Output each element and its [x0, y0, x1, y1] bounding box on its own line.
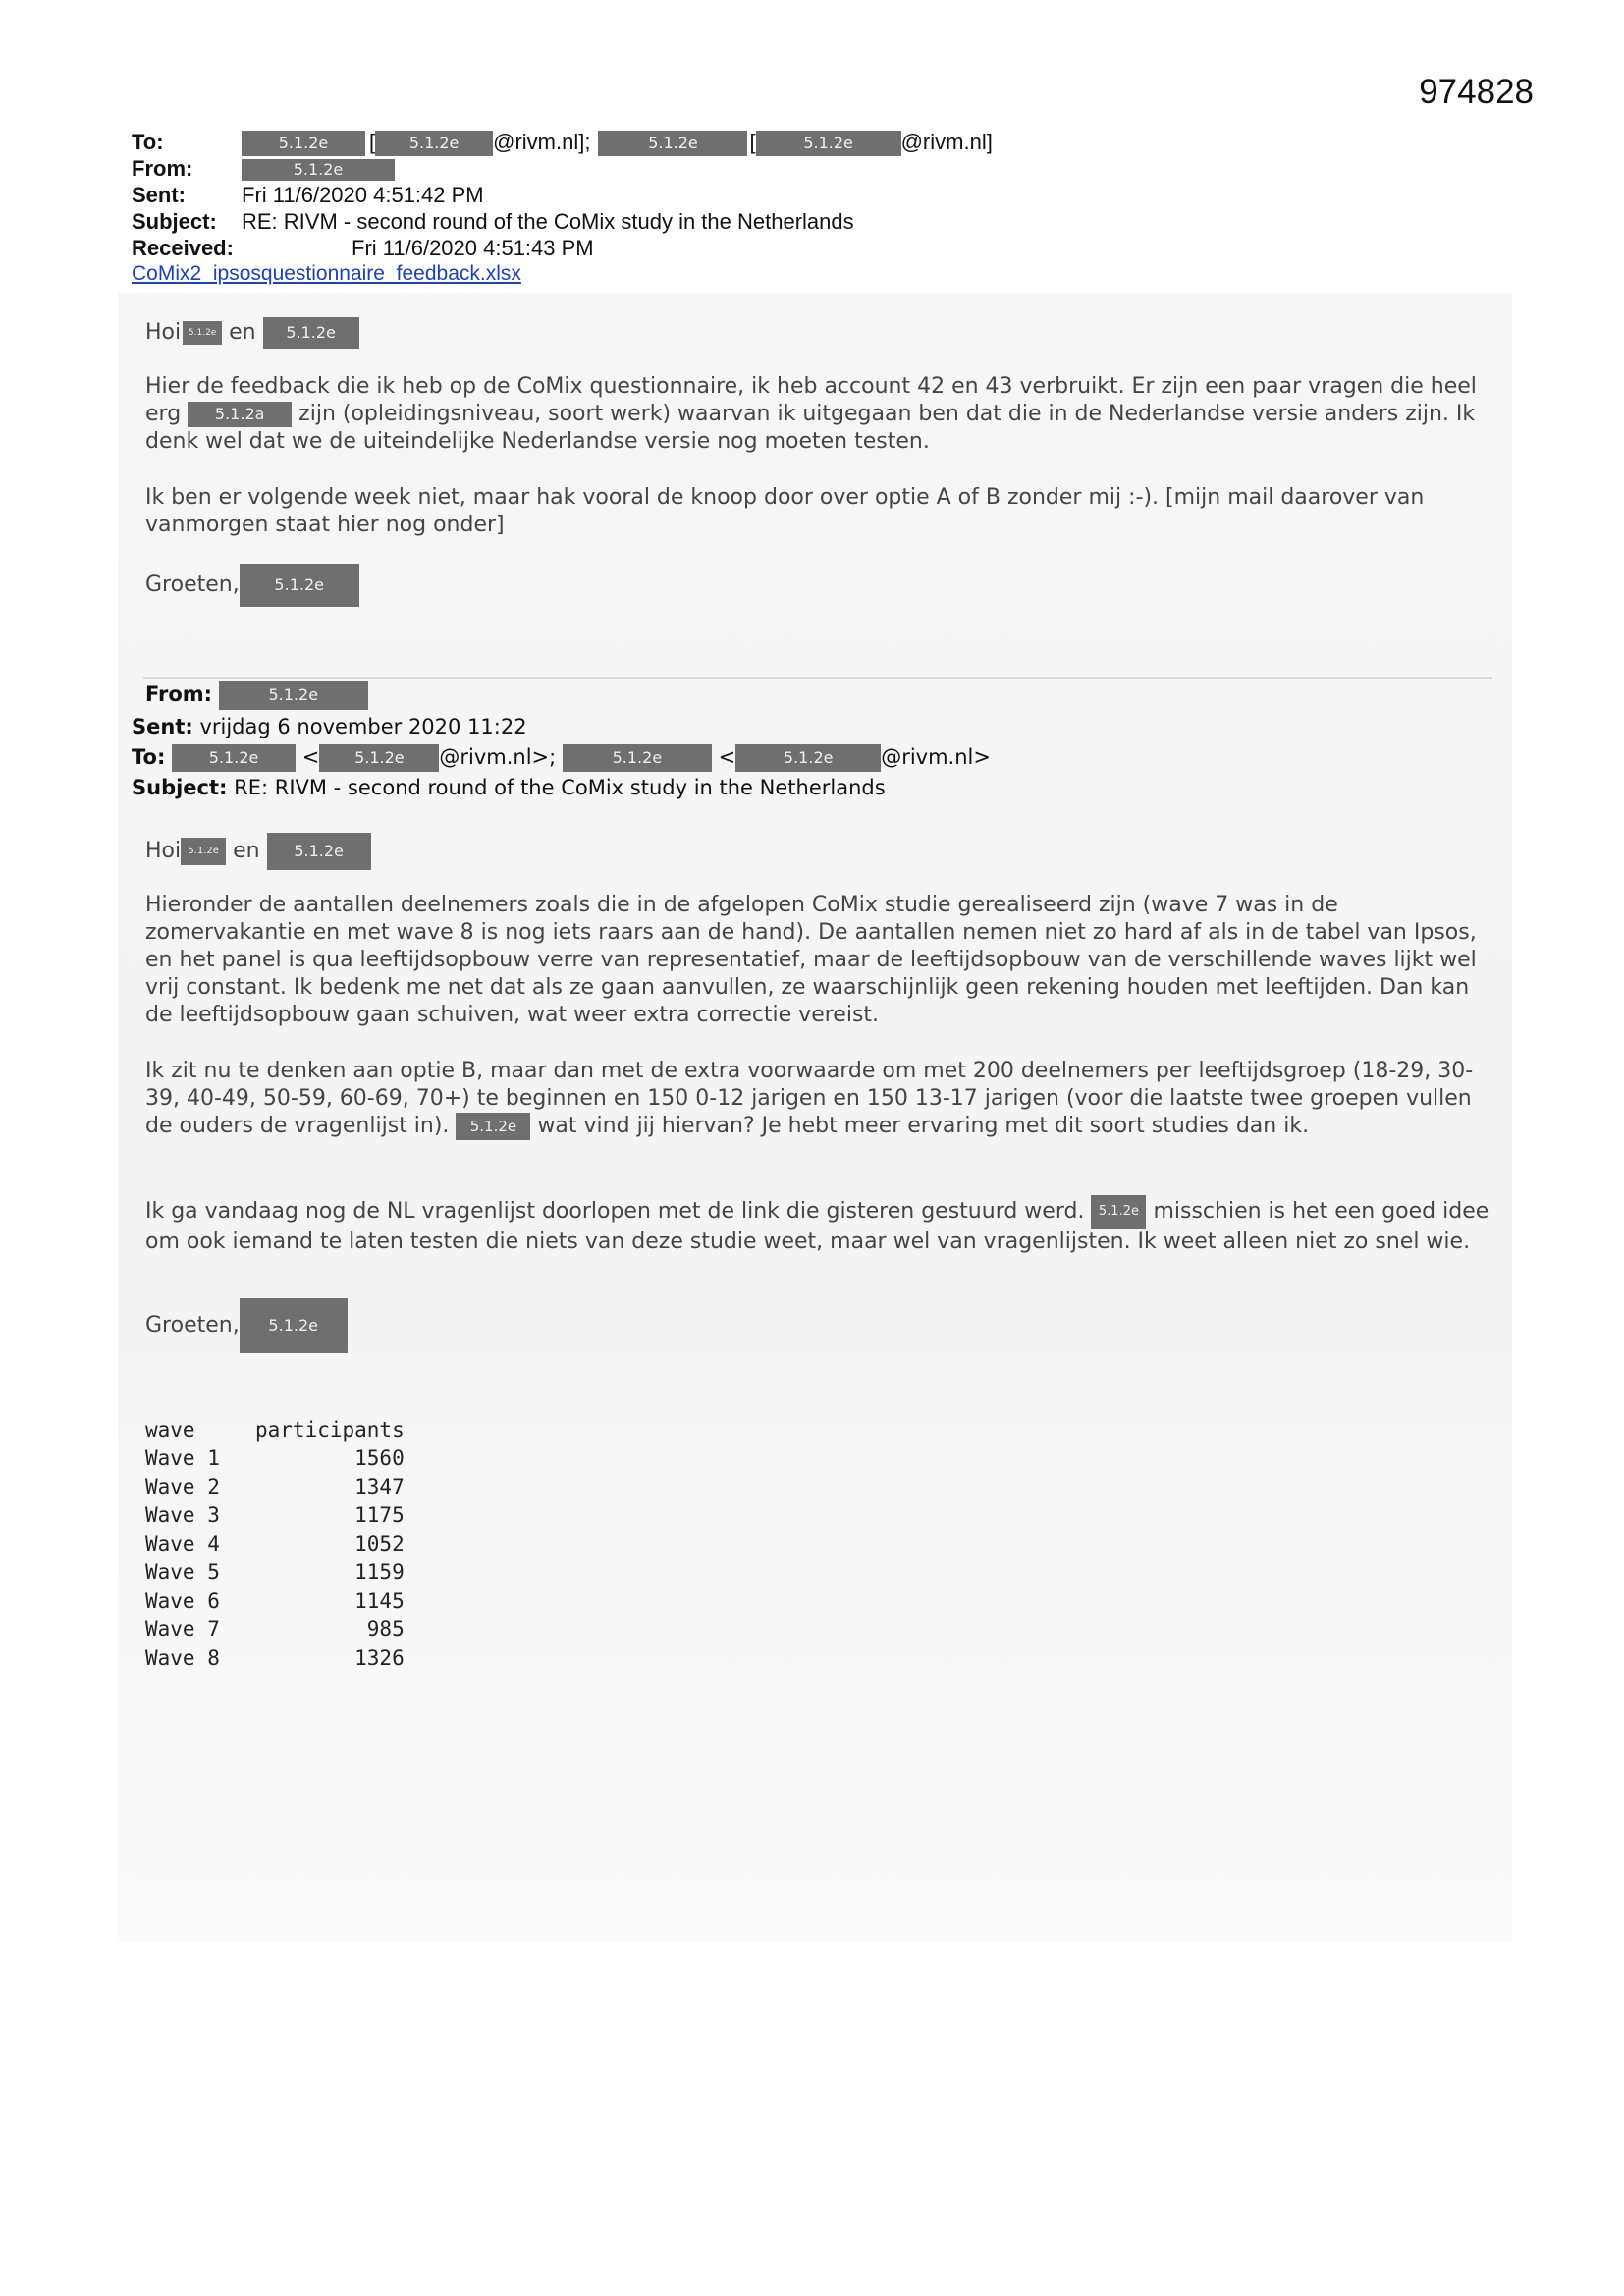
redaction-box: 5.1.2e: [242, 159, 395, 181]
bracket: <: [718, 745, 736, 769]
quoted-greeting: [145, 833, 371, 870]
email-domain: @rivm.nl]: [900, 130, 993, 154]
redaction-box: 5.1.2e: [183, 321, 222, 345]
wave-cell: Wave 1: [145, 1446, 220, 1470]
participants-cell: 1560: [354, 1446, 405, 1470]
wave-cell: Wave 7: [145, 1616, 220, 1641]
wave-cell: Wave 4: [145, 1531, 220, 1556]
to-label: To:: [132, 745, 166, 769]
redaction-box: 5.1.2e: [456, 1113, 530, 1140]
greeting-en: en: [229, 320, 256, 345]
redaction-box: 5.1.2e: [735, 744, 881, 772]
document-id: 974828: [1419, 73, 1534, 111]
wave-cell: Wave 8: [145, 1645, 220, 1669]
email-domain: @rivm.nl>: [881, 745, 991, 769]
quoted-paragraph-1: Hieronder de aantallen deelnemers zoals die in de afgelopen CoMix studie gerealiseerd zijn (wave 7 was in de zomervakantie en met wave 8 is nog iets raars aan de hand). De aantallen nemen niet zo hard af als in de tabel van Ipsos, en het panel is qua leeftijdsopbouw verre van representatief, maar de leeftijdsopbouw van de verschillende waves lijkt wel vrij constant. Ik bedenk me net dat als ze gaan aanvullen, ze waarschijnlijk geen rekening houden met leeftijden. Dan kan de leeftijdsopbouw gaan schuiven, wat weer extra correctie vereist.: [145, 893, 1477, 1027]
reply-paragraph-1: [145, 373, 1490, 456]
redaction-box: 5.1.2e: [240, 1298, 348, 1353]
redaction-box: 5.1.2e: [267, 833, 371, 870]
bracket: [: [369, 130, 376, 154]
subject-value: RE: RIVM - second round of the CoMix study in the Netherlands: [234, 776, 886, 799]
participants-cell: 1326: [354, 1645, 405, 1669]
table-row: [145, 1586, 405, 1614]
from-label: From:: [145, 683, 213, 706]
redaction-box: 5.1.2e: [756, 131, 901, 156]
paragraph-text: Hier de feedback die ik heb op de CoMix questionnaire, ik heb account 42 en 43 verbruikt. Er zijn een paar vragen die heel erg: [145, 374, 1477, 426]
participants-cell: 1347: [354, 1474, 405, 1499]
redaction-box: 5.1.2e: [172, 744, 296, 772]
participants-cell: 985: [366, 1616, 405, 1641]
quoted-sent: [132, 713, 527, 740]
wave-cell: Wave 2: [145, 1474, 220, 1499]
received-value: Fri 11/6/2020 4:51:43 PM: [352, 236, 594, 260]
table-row: [145, 1529, 405, 1558]
wave-cell: Wave 5: [145, 1559, 220, 1584]
column-header-participants: participants: [255, 1417, 405, 1442]
bracket: [: [749, 130, 756, 154]
redaction-box: 5.1.2e: [563, 744, 712, 772]
participants-cell: 1052: [354, 1531, 405, 1556]
reply-closing: [145, 564, 359, 607]
quoted-to: [132, 743, 991, 771]
redaction-box: 5.1.2e: [319, 744, 439, 772]
column-header-wave: wave: [145, 1417, 195, 1442]
redaction-box: 5.1.2e: [181, 838, 226, 865]
participants-cell: 1175: [354, 1503, 405, 1527]
reply-paragraph-2: Ik ben er volgende week niet, maar hak vooral de knoop door over optie A of B zonder mij :-). [mijn mail daarover van vanmorgen staat hier nog onder]: [145, 485, 1425, 537]
paragraph-text: Ik ga vandaag nog de NL vragenlijst doorlopen met de link die gisteren gestuurd werd.: [145, 1199, 1085, 1224]
wave-cell: Wave 6: [145, 1588, 220, 1613]
greeting-en: en: [233, 839, 260, 863]
received-label: Received:: [132, 236, 234, 260]
bracket: <: [301, 745, 320, 769]
quoted-paragraph-3: [145, 1195, 1492, 1256]
subject-value: RE: RIVM - second round of the CoMix study in the Netherlands: [242, 209, 854, 234]
paragraph-text: zijn (opleidingsniveau, soort werk) waarvan ik uitgegaan ben dat die in de Nederlandse versie anders zijn. Ik denk wel dat we de uiteindelijke Nederlandse versie nog moeten testen.: [145, 402, 1476, 454]
redaction-box: 5.1.2e: [598, 131, 747, 156]
table-row: [145, 1614, 405, 1643]
email-domain: @rivm.nl>;: [439, 745, 557, 769]
reply-greeting: [145, 317, 359, 349]
separator-line: [143, 677, 1492, 679]
table-row: [145, 1501, 405, 1529]
paragraph-text: wat vind jij hiervan? Je hebt meer ervaring met dit soort studies dan ik.: [537, 1114, 1310, 1138]
redaction-box: 5.1.2a: [188, 402, 292, 427]
paragraph-text: Ik zit nu te denken aan optie B, maar dan met de extra voorwaarde om met 200 deelnemers per leeftijdsgroep (18-29, 30-39, 40-49, 50-59, 60-69, 70+) te beginnen en 150 0-12 jarigen en 150 13-17 jarigen (voor die laatste twee groepen vullen de ouders de vragenlijst in).: [145, 1059, 1474, 1138]
table-row: [145, 1643, 405, 1671]
quoted-from: [145, 681, 368, 708]
sent-label: Sent:: [132, 183, 186, 207]
redaction-box: 5.1.2e: [242, 131, 365, 156]
table-row: [145, 1558, 405, 1586]
redaction-box: 5.1.2e: [240, 564, 359, 607]
participants-cell: 1159: [354, 1559, 405, 1584]
sent-value: vrijdag 6 november 2020 11:22: [199, 715, 527, 738]
redaction-box: 5.1.2e: [375, 131, 493, 156]
redaction-box: 5.1.2e: [263, 317, 359, 349]
subject-label: Subject:: [132, 209, 217, 234]
table-header-row: [145, 1415, 405, 1444]
attachment-link[interactable]: CoMix2_ipsosquestionnaire_feedback.xlsx: [132, 262, 521, 285]
redaction-box: 5.1.2e: [219, 681, 368, 710]
table-row: [145, 1472, 405, 1501]
table-row: [145, 1444, 405, 1472]
to-label: To:: [132, 130, 164, 154]
paragraph-text: misschien is het een goed idee om ook iemand te laten testen die niets van deze studie weet, maar wel van vragenlijsten. Ik weet alleen niet zo snel wie.: [145, 1199, 1489, 1254]
sent-label: Sent:: [132, 715, 193, 738]
greeting-hoi: Hoi: [145, 320, 182, 345]
quoted-closing: [145, 1298, 348, 1353]
from-label: From:: [132, 156, 193, 181]
wave-cell: Wave 3: [145, 1503, 220, 1527]
quoted-subject: [132, 774, 886, 801]
redaction-box: 5.1.2e: [1091, 1195, 1146, 1229]
sent-value: Fri 11/6/2020 4:51:42 PM: [242, 183, 484, 207]
greeting-hoi: Hoi: [145, 839, 182, 863]
quoted-paragraph-2: [145, 1058, 1492, 1140]
closing-text: Groeten,: [145, 1313, 240, 1338]
participants-table: [145, 1415, 405, 1671]
email-domain: @rivm.nl];: [493, 130, 591, 154]
subject-label: Subject:: [132, 776, 228, 799]
closing-text: Groeten,: [145, 573, 240, 597]
participants-cell: 1145: [354, 1588, 405, 1613]
